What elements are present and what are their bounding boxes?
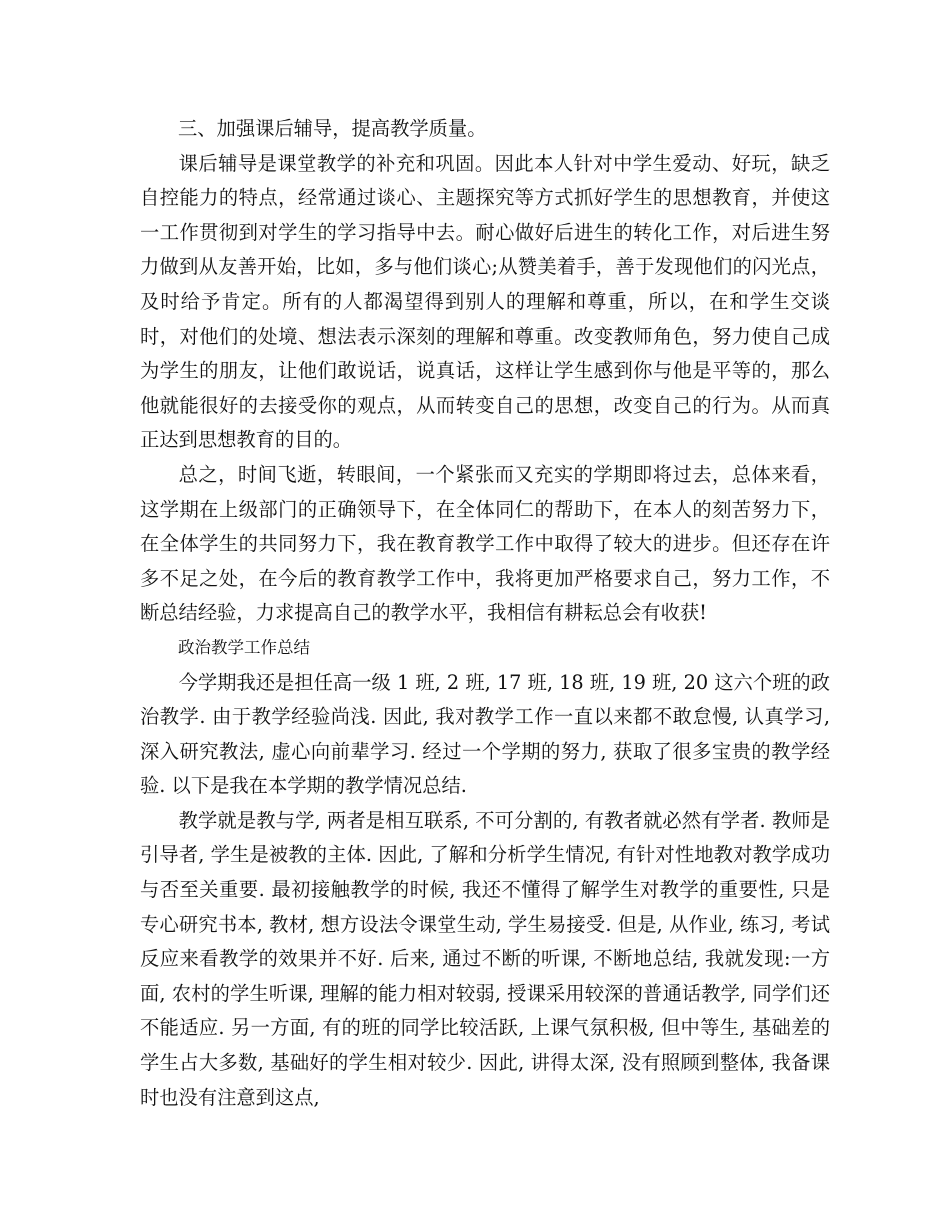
paragraph-after-school-tutoring: 课后辅导是课堂教学的补充和巩固。因此本人针对中学生爱动、好玩，缺乏自控能力的特点，经常通过谈心、主题探究等方式抓好学生的思想教育，并使这一工作贯彻到对学生的学习指导中去。耐心做好后进生的转化工作，对后进生努力做到从友善开始，比如，多与他们谈心;从赞美着手，善于发现他们的闪光点，及时给予肯定。所有的人都渴望得到别人的理解和尊重，所以，在和学生交谈时，对他们的处境、想法表示深刻的理解和尊重。改变教师角色，努力使自己成为学生的朋友，让他们敢说话，说真话，这样让学生感到你与他是平等的，那么他就能很好的去接受你的观点，从而转变自己的思想，改变自己的行为。从而真正达到思想教育的目的。 — [140, 151, 830, 452]
paragraph-conclusion: 总之，时间飞逝，转眼间，一个紧张而又充实的学期即将过去，总体来看，这学期在上级部门的正确领导下，在全体同仁的帮助下，在本人的刻苦努力下，在全体学生的共同努力下，我在教育教学工作中取得了较大的进步。但还存在许多不足之处，在今后的教育教学工作中，我将更加严格要求自己，努力工作，不断总结经验，力求提高自己的教学水平，我相信有耕耘总会有收获! — [140, 462, 830, 625]
paragraph-teaching-and-learning: 教学就是教与学, 两者是相互联系, 不可分割的, 有教者就必然有学者. 教师是引导者, 学生是被教的主体. 因此, 了解和分析学生情况, 有针对性地教对教学成功与否至关重要. 最初接触教学的时候, 我还不懂得了解学生对教学的重要性, 只是专心研究书本, 教材, 想方设法令课堂生动, 学生易接受. 但是, 从作业, 练习, 考试反应来看教学的效果并不好. 后来, 通过不断的听课, 不断地总结, 我就发现:一方面, 农村的学生听课, 理解的能力相对较弱, 授课采用较深的普通话教学, 同学们还不能适应. 另一方面, 有的班的同学比较活跃, 上课气氛积极, 但中等生, 基础差的学生占大多数, 基础好的学生相对较少. 因此, 讲得太深, 没有照顾到整体, 我备课时也没有注意到这点, — [140, 808, 830, 1109]
document-subtitle: 政治教学工作总结 — [178, 637, 310, 657]
paragraph-teaching-assignment: 今学期我还是担任高一级 1 班, 2 班, 17 班, 18 班, 19 班, 20 这六个班的政治教学. 由于教学经验尚浅. 因此, 我对教学工作一直以来都不敢怠慢, 认真学习, 深入研究教法, 虚心向前辈学习. 经过一个学期的努力, 获取了很多宝贵的教学经验. 以下是我在本学期的教学情况总结. — [140, 670, 830, 798]
document-body — [140, 112, 830, 1115]
section-heading: 三、加强课后辅导，提高教学质量。 — [178, 117, 487, 140]
